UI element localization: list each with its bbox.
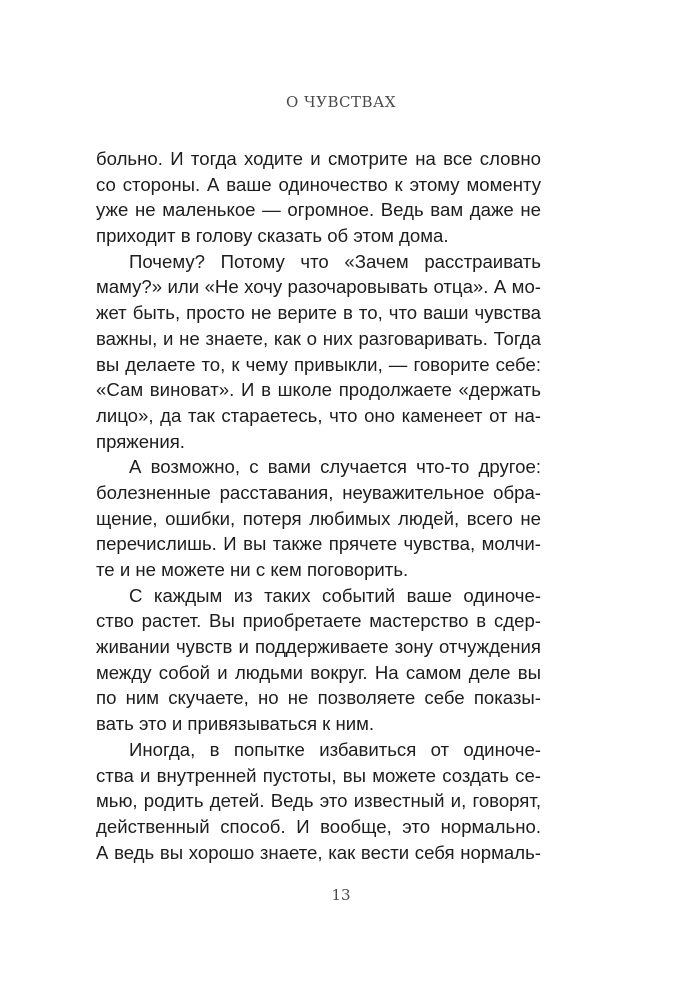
page-number: 13 — [331, 886, 351, 904]
text-line: А ведь вы хорошо знаете, как вести себя нормаль- — [96, 841, 541, 863]
text-line: те и не можете ни с кем поговорить. — [96, 559, 409, 580]
text-line: важны, и не знаете, как о них разговаривать. Тогда — [96, 327, 541, 349]
text-line: по ним скучаете, но не позволяете себе показы- — [96, 687, 541, 709]
paragraph-first-line: А возможно, с вами случается что-то другое: — [129, 456, 541, 478]
text-line: щение, ошибки, потеря любимых людей, всего не — [96, 507, 541, 529]
paragraph-first-line: Иногда, в попытке избавиться от одиноче- — [129, 738, 541, 760]
text-line: между собой и людьми вокруг. На самом деле вы — [96, 661, 541, 683]
body-text — [96, 146, 541, 865]
text-line: перечислишь. И вы также прячете чувства, молчи- — [96, 533, 541, 555]
text-line: живании чувств и поддерживаете зону отчуждения — [96, 636, 541, 658]
text-line: ства и внутренней пустоты, вы можете создать се- — [96, 764, 541, 786]
text-line: маму?» или «Не хочу разочаровывать отца». А мо- — [96, 276, 541, 298]
text-line: действенный способ. И вообще, это нормально. — [96, 815, 541, 837]
text-line: жет быть, просто не верите в то, что ваши чувства — [96, 302, 541, 324]
text-line: со стороны. А ваше одиночество к этому моменту — [96, 173, 541, 195]
paragraph-first-line: С каждым из таких событий ваше одиноче- — [129, 584, 541, 606]
text-line: приходит в голову сказать об этом дома. — [96, 225, 449, 247]
paragraph-first-line: Почему? Потому что «Зачем расстраивать — [129, 250, 541, 272]
text-line: уже не маленькое — огромное. Ведь вам даже не — [96, 199, 541, 221]
text-line: больно. И тогда ходите и смотрите на все словно — [96, 148, 541, 169]
text-line: болезненные расставания, неуважительное обра- — [96, 481, 541, 503]
text-line: лицо», да так стараетесь, что оно каменеет от на- — [96, 404, 541, 426]
running-head-title: О ЧУВСТВАХ — [285, 93, 397, 111]
text-line: вать это и привязываться к ним. — [96, 713, 375, 735]
text-line: ство растет. Вы приобретаете мастерство в сдер- — [96, 610, 541, 632]
text-line: вы делаете то, к чему привыкли, — говорите себе: — [96, 353, 541, 375]
text-line: пряжения. — [96, 430, 185, 452]
text-line: мью, родить детей. Ведь это известный и, говорят, — [96, 790, 541, 812]
text-line: «Сам виноват». И в школе продолжаете «держать — [96, 379, 541, 401]
